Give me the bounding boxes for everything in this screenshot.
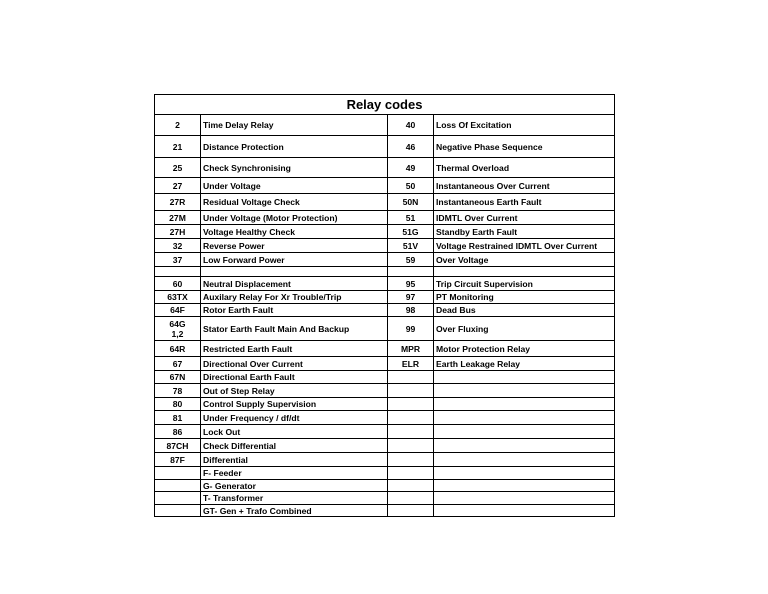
relay-code-cell: [388, 411, 434, 425]
relay-description-cell: [434, 480, 615, 492]
relay-description-cell: [434, 453, 615, 467]
relay-description-cell: Neutral Displacement: [201, 277, 388, 291]
relay-code-cell: 87CH: [155, 439, 201, 453]
relay-code-cell: [155, 480, 201, 492]
table-row: [155, 384, 615, 398]
relay-code-cell: 37: [155, 253, 201, 267]
relay-description-cell: Out of Step Relay: [201, 384, 388, 398]
relay-description-cell: [434, 411, 615, 425]
relay-code-cell: ELR: [388, 357, 434, 371]
table-row: [155, 505, 615, 517]
relay-description-cell: [434, 439, 615, 453]
relay-code-cell: 25: [155, 158, 201, 178]
relay-description-cell: Voltage Restrained IDMTL Over Current: [434, 239, 615, 253]
relay-description-cell: Standby Earth Fault: [434, 225, 615, 239]
relay-code-cell: [155, 505, 201, 517]
table-row: [155, 411, 615, 425]
relay-description-cell: Dead Bus: [434, 304, 615, 317]
relay-code-cell: 98: [388, 304, 434, 317]
relay-code-cell: 80: [155, 398, 201, 411]
relay-code-cell: 50: [388, 178, 434, 194]
relay-code-cell: 64F: [155, 304, 201, 317]
table-row: [155, 136, 615, 158]
relay-code-cell: [388, 384, 434, 398]
relay-description-cell: Stator Earth Fault Main And Backup: [201, 317, 388, 341]
relay-description-cell: [201, 267, 388, 277]
table-row: [155, 341, 615, 357]
table-row: [155, 115, 615, 136]
table-row: [155, 317, 615, 341]
relay-description-cell: Instantaneous Earth Fault: [434, 194, 615, 211]
relay-code-cell: [388, 505, 434, 517]
relay-description-cell: Differential: [201, 453, 388, 467]
relay-codes-table: [154, 94, 615, 517]
relay-description-cell: [434, 467, 615, 480]
relay-code-cell: 97: [388, 291, 434, 304]
relay-code-cell: 32: [155, 239, 201, 253]
relay-code-cell: [388, 492, 434, 505]
relay-description-cell: IDMTL Over Current: [434, 211, 615, 225]
relay-code-cell: 27R: [155, 194, 201, 211]
relay-code-cell: [388, 453, 434, 467]
relay-code-cell: 95: [388, 277, 434, 291]
relay-code-cell: [388, 480, 434, 492]
table-row: [155, 239, 615, 253]
relay-description-cell: Time Delay Relay: [201, 115, 388, 136]
relay-code-cell: 59: [388, 253, 434, 267]
table-row: [155, 267, 615, 277]
relay-description-cell: Under Voltage (Motor Protection): [201, 211, 388, 225]
relay-description-cell: Check Synchronising: [201, 158, 388, 178]
table-row: [155, 492, 615, 505]
relay-code-cell: 51G: [388, 225, 434, 239]
relay-code-cell: 67N: [155, 371, 201, 384]
relay-code-cell: MPR: [388, 341, 434, 357]
relay-code-cell: 27H: [155, 225, 201, 239]
table-row: [155, 291, 615, 304]
table-title-row: [155, 95, 615, 115]
relay-description-cell: Lock Out: [201, 425, 388, 439]
relay-description-cell: Distance Protection: [201, 136, 388, 158]
relay-description-cell: GT- Gen + Trafo Combined: [201, 505, 388, 517]
relay-description-cell: [434, 384, 615, 398]
relay-code-cell: 27: [155, 178, 201, 194]
relay-description-cell: [434, 267, 615, 277]
relay-description-cell: Voltage Healthy Check: [201, 225, 388, 239]
table-row: [155, 439, 615, 453]
relay-description-cell: Low Forward Power: [201, 253, 388, 267]
relay-code-cell: 2: [155, 115, 201, 136]
relay-description-cell: Rotor Earth Fault: [201, 304, 388, 317]
relay-description-cell: Restricted Earth Fault: [201, 341, 388, 357]
relay-description-cell: Auxilary Relay For Xr Trouble/Trip: [201, 291, 388, 304]
table-row: [155, 304, 615, 317]
relay-code-cell: 99: [388, 317, 434, 341]
relay-description-cell: Loss Of Excitation: [434, 115, 615, 136]
table-row: [155, 211, 615, 225]
relay-description-cell: Over Voltage: [434, 253, 615, 267]
relay-description-cell: Thermal Overload: [434, 158, 615, 178]
relay-code-cell: 81: [155, 411, 201, 425]
relay-code-cell: [155, 492, 201, 505]
relay-description-cell: [434, 505, 615, 517]
table-row: [155, 253, 615, 267]
relay-code-cell: [388, 267, 434, 277]
relay-code-cell: 86: [155, 425, 201, 439]
relay-code-cell: [155, 267, 201, 277]
relay-description-cell: Directional Earth Fault: [201, 371, 388, 384]
relay-code-cell: 64R: [155, 341, 201, 357]
relay-description-cell: Over Fluxing: [434, 317, 615, 341]
relay-description-cell: T- Transformer: [201, 492, 388, 505]
relay-code-cell: [155, 467, 201, 480]
relay-code-cell: 40: [388, 115, 434, 136]
relay-description-cell: G- Generator: [201, 480, 388, 492]
relay-code-cell: [388, 467, 434, 480]
table-row: [155, 425, 615, 439]
relay-code-cell: 67: [155, 357, 201, 371]
relay-description-cell: F- Feeder: [201, 467, 388, 480]
relay-code-cell: 51V: [388, 239, 434, 253]
relay-description-cell: PT Monitoring: [434, 291, 615, 304]
relay-description-cell: Residual Voltage Check: [201, 194, 388, 211]
relay-description-cell: Under Voltage: [201, 178, 388, 194]
relay-code-cell: 49: [388, 158, 434, 178]
relay-description-cell: Control Supply Supervision: [201, 398, 388, 411]
relay-code-cell: 21: [155, 136, 201, 158]
relay-description-cell: [434, 492, 615, 505]
table-row: [155, 158, 615, 178]
table-row: [155, 480, 615, 492]
table-row: [155, 371, 615, 384]
table-row: [155, 357, 615, 371]
table-row: [155, 453, 615, 467]
relay-description-cell: Check Differential: [201, 439, 388, 453]
table-row: [155, 398, 615, 411]
relay-code-cell: 64G 1,2: [155, 317, 201, 341]
relay-code-cell: 51: [388, 211, 434, 225]
relay-description-cell: Directional Over Current: [201, 357, 388, 371]
relay-code-cell: 78: [155, 384, 201, 398]
relay-description-cell: [434, 425, 615, 439]
relay-code-cell: 27M: [155, 211, 201, 225]
table-row: [155, 277, 615, 291]
table-row: [155, 225, 615, 239]
relay-code-cell: 60: [155, 277, 201, 291]
relay-code-cell: 46: [388, 136, 434, 158]
relay-description-cell: Negative Phase Sequence: [434, 136, 615, 158]
relay-description-cell: [434, 371, 615, 384]
relay-description-cell: Trip Circuit Supervision: [434, 277, 615, 291]
relay-code-cell: [388, 425, 434, 439]
relay-description-cell: Earth Leakage Relay: [434, 357, 615, 371]
relay-code-cell: 63TX: [155, 291, 201, 304]
relay-code-cell: [388, 439, 434, 453]
relay-code-cell: 87F: [155, 453, 201, 467]
relay-description-cell: Instantaneous Over Current: [434, 178, 615, 194]
table-title: Relay codes: [155, 95, 615, 115]
relay-description-cell: Under Frequency / df/dt: [201, 411, 388, 425]
relay-code-cell: [388, 371, 434, 384]
table-row: [155, 194, 615, 211]
relay-description-cell: Reverse Power: [201, 239, 388, 253]
relay-description-cell: Motor Protection Relay: [434, 341, 615, 357]
relay-code-cell: [388, 398, 434, 411]
relay-code-cell: 50N: [388, 194, 434, 211]
relay-description-cell: [434, 398, 615, 411]
table-row: [155, 467, 615, 480]
table-row: [155, 178, 615, 194]
